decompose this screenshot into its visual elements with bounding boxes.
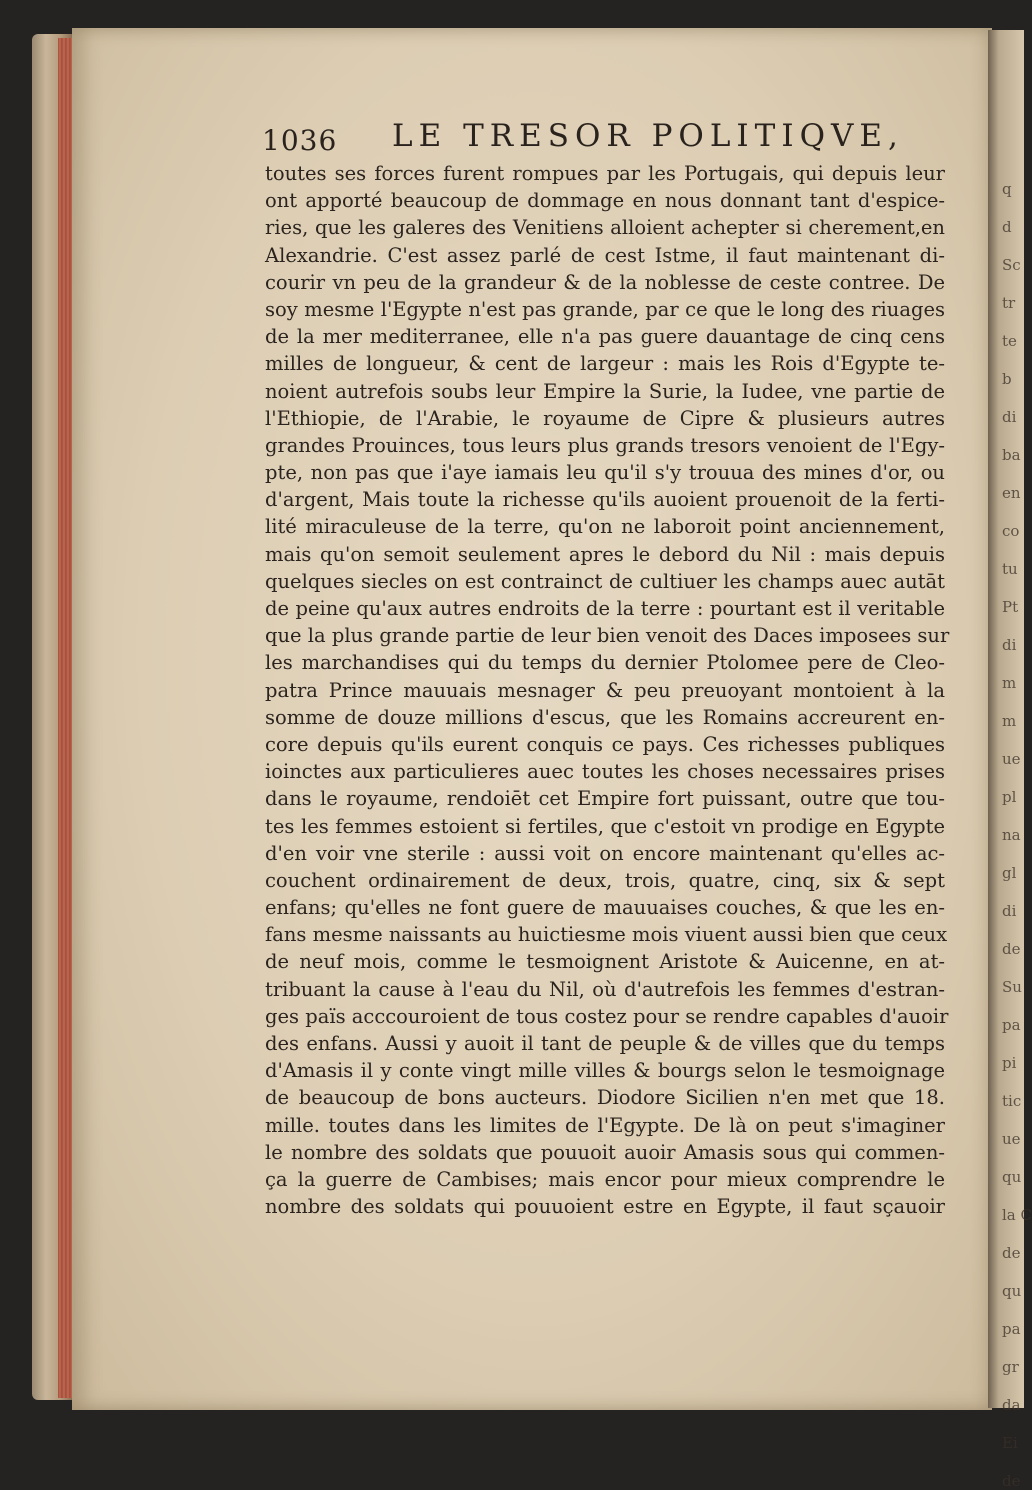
facing-page-fragment: pa <box>1002 1016 1021 1034</box>
text-line: de peine qu'aux autres endroits de la terre : pourtant est il veritable <box>265 597 945 620</box>
text-line: d'Amasis il y conte vingt mille villes & bourgs selon le tesmoignage <box>265 1059 945 1083</box>
text-line: grandes Prouinces, tous leurs plus grands tresors venoient de l'Egy- <box>265 433 945 457</box>
text-line: couchent ordinairement de deux, trois, quatre, cinq, six & sept <box>265 868 945 892</box>
facing-page-fragment: qu <box>1002 1168 1022 1186</box>
text-line: pte, non pas que i'aye iamais leu qu'il s'y trouua des mines d'or, ou <box>265 461 945 485</box>
facing-page-fragment: Ei <box>1002 1434 1018 1452</box>
text-line: lité miraculeuse de la terre, qu'on ne laboroit point anciennement, <box>265 515 945 539</box>
facing-page-fragment: di <box>1002 408 1017 426</box>
facing-page-fragment: pl <box>1002 788 1017 806</box>
facing-page-fragment: la C <box>1002 1206 1032 1224</box>
text-line: mais qu'on semoit seulement apres le debord du Nil : mais depuis <box>265 542 945 566</box>
text-line: nombre des soldats qui pouuoient estre en Egypte, il faut sçauoir <box>265 1195 945 1219</box>
facing-page-fragment: gl <box>1002 864 1017 882</box>
facing-page-fragment: te <box>1002 332 1017 350</box>
facing-page-fragment: co <box>1002 522 1020 540</box>
text-line: mille. toutes dans les limites de l'Egypte. De là on peut s'imaginer <box>265 1113 945 1137</box>
text-line: tribuant la cause à l'eau du Nil, où d'autrefois les femmes d'estran- <box>265 977 945 1001</box>
text-line: ça la guerre de Cambises; mais encor pour mieux comprendre le <box>265 1167 945 1191</box>
facing-page-edge <box>988 30 1032 1490</box>
text-line: toutes ses forces furent rompues par les Portugais, qui depuis leur <box>265 162 945 185</box>
facing-page-fragment: tu <box>1002 560 1018 578</box>
text-line: milles de longueur, & cent de largeur : mais les Rois d'Egypte te- <box>265 352 945 376</box>
facing-page-fragment: pi <box>1002 1054 1017 1072</box>
text-line: Alexandrie. C'est assez parlé de cest Istme, il faut maintenant di- <box>265 243 945 267</box>
facing-page-fragment: m <box>1002 712 1017 730</box>
facing-page-fragment: de <box>1002 1244 1021 1262</box>
text-line: patra Prince mauuais mesnager & peu preuoyant montoient à la <box>265 678 945 702</box>
facing-page-fragment: Pt <box>1002 598 1019 616</box>
facing-page-fragment: da <box>1002 1396 1021 1414</box>
facing-page-fragment: pa <box>1002 1320 1021 1338</box>
text-line: le nombre des soldats que pouuoit auoir Amasis sous qui commen- <box>265 1140 945 1164</box>
facing-page-fragment: b <box>1002 370 1012 388</box>
text-line: somme de douze millions d'escus, que les Romains accreurent en- <box>265 705 945 729</box>
text-line: d'argent, Mais toute la richesse qu'ils auoient prouenoit de la ferti- <box>265 488 945 512</box>
text-line: courir vn peu de la grandeur & de la noblesse de ceste contree. De <box>265 270 945 294</box>
facing-page-fragment: gr <box>1002 1358 1019 1376</box>
text-line: quelques siecles on est contrainct de cultiuer les champs auec autāt <box>265 569 945 593</box>
facing-page-fragment: m <box>1002 674 1017 692</box>
facing-page-fragment: tr <box>1002 294 1016 312</box>
facing-page-fragment: tic <box>1002 1092 1022 1110</box>
text-line: dans le royaume, rendoiēt cet Empire fort puissant, outre que tou- <box>265 787 945 811</box>
running-title: LE TRESOR POLITIQVE, <box>392 118 904 154</box>
page-header <box>262 118 962 162</box>
facing-page-fragment: d <box>1002 218 1012 236</box>
facing-page-fragment: Sc <box>1002 256 1021 274</box>
page-stack-edge <box>58 38 72 1398</box>
text-line: les marchandises qui du temps du dernier Ptolomee pere de Cleo- <box>265 651 945 675</box>
text-line: de neuf mois, comme le tesmoignent Aristote & Auicenne, en at- <box>265 950 945 974</box>
text-line: noient autrefois soubs leur Empire la Surie, la Iudee, vne partie de <box>265 379 945 403</box>
text-line: ries, que les galeres des Venitiens alloient achepter si cherement,en <box>265 216 945 240</box>
facing-page-fragment: qu <box>1002 1282 1022 1300</box>
text-line: core depuis qu'ils eurent conquis ce pays. Ces richesses publiques <box>265 732 945 756</box>
text-line: d'en voir vne sterile : aussi voit on encore maintenant qu'elles ac- <box>265 841 945 865</box>
facing-page-fragment: de <box>1002 1472 1021 1490</box>
text-line: des enfans. Aussi y auoit il tant de peuple & de villes que du temps <box>265 1032 945 1055</box>
facing-page-fragment: di <box>1002 902 1017 920</box>
text-line: ont apporté beaucoup de dommage en nous donnant tant d'espice- <box>265 189 945 213</box>
facing-page-fragment: en <box>1002 484 1021 502</box>
facing-page-fragment: Su <box>1002 978 1022 996</box>
text-line: ges païs acccouroient de tous costez pour se rendre capables d'auoir <box>265 1004 949 1028</box>
facing-page-fragment: na <box>1002 826 1021 844</box>
body-text <box>265 160 950 1220</box>
text-line: soy mesme l'Egypte n'est pas grande, par ce que le long des riuages <box>265 297 945 321</box>
page-number: 1036 <box>262 124 338 157</box>
facing-page-fragment: di <box>1002 636 1017 654</box>
text-line: ioinctes aux particulieres auec toutes les choses necessaires prises <box>265 760 945 784</box>
facing-page-fragment: q <box>1002 180 1012 198</box>
text-line: fans mesme naissants au huictiesme mois viuent aussi bien que ceux <box>265 923 948 947</box>
text-line: que la plus grande partie de leur bien venoit des Daces imposees sur <box>265 624 950 648</box>
text-line: de beaucoup de bons aucteurs. Diodore Sicilien n'en met que 18. <box>265 1086 945 1110</box>
facing-page-fragment: de <box>1002 940 1021 958</box>
text-line: tes les femmes estoient si fertiles, que c'estoit vn prodige en Egypte <box>265 814 945 838</box>
facing-page-fragment: ba <box>1002 446 1021 464</box>
text-line: l'Ethiopie, de l'Arabie, le royaume de Cipre & plusieurs autres <box>265 406 945 430</box>
text-line: de la mer mediterranee, elle n'a pas guere dauantage de cinq cens <box>265 325 945 349</box>
facing-page-fragment: ue <box>1002 1130 1021 1148</box>
text-line: enfans; qu'elles ne font guere de mauuaises couches, & que les en- <box>265 896 945 920</box>
facing-page-fragment: ue <box>1002 750 1021 768</box>
